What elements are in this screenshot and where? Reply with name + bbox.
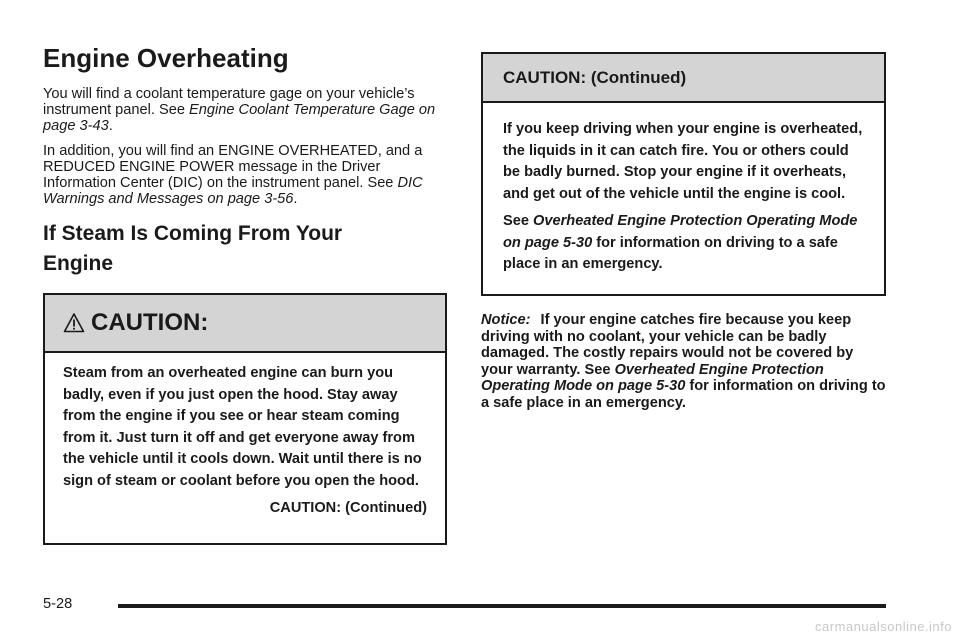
caution-title: CAUTION: xyxy=(91,309,209,336)
watermark: carmanualsonline.info xyxy=(815,619,952,634)
dic-end: . xyxy=(293,191,298,207)
caution-continued-label: CAUTION: (Continued) xyxy=(269,500,427,516)
caution-see-paragraph xyxy=(503,211,864,276)
caution-text: Steam from an overheated engine can burn you badly, even if you just open the hood. Stay away from the engine if you see or hear steam coming from it. Just turn it off and get everyone away from the vehicle until it cools down. Wait until there is no sign of steam or coolant before you open the hood. xyxy=(63,365,422,489)
left-column xyxy=(43,42,447,545)
footer-rule xyxy=(118,604,886,608)
right-column xyxy=(481,52,886,411)
caution-see-pre: See xyxy=(503,213,529,229)
notice-reference-link[interactable]: Overheated Engine Protection Operating Mode on page 5-30 xyxy=(481,361,824,394)
intro-end: . xyxy=(108,118,113,134)
intro-text: You will find a coolant temperature gage on your vehicle’s instrument panel. See xyxy=(43,86,415,118)
caution-continued-title: CAUTION: (Continued) xyxy=(503,67,687,87)
notice-text: If your engine catches fire because you keep driving with no coolant, your vehicle can be badly damaged. The costly repairs would not be covered by your warranty. See xyxy=(481,312,854,378)
intro-paragraph xyxy=(43,86,447,134)
section-subtitle: If Steam Is Coming From Your Engine xyxy=(43,222,343,275)
caution-continued-body xyxy=(483,103,884,276)
warning-triangle-icon xyxy=(63,312,85,334)
caution-box-continued xyxy=(481,52,886,296)
caution-see-reference-link[interactable]: Overheated Engine Protection Operating Mode on page 5-30 xyxy=(503,213,858,251)
dic-reference-link[interactable]: DIC Warnings and Messages on page 3-56 xyxy=(43,175,423,207)
dic-paragraph xyxy=(43,143,447,207)
dic-text: In addition, you will find an ENGINE OVERHEATED, and a REDUCED ENGINE POWER message in the Driver Information Center (DIC) on the instrument panel. See xyxy=(43,143,423,191)
notice-paragraph xyxy=(481,312,886,411)
page-title: Engine Overheating xyxy=(43,43,289,73)
page-number: 5-28 xyxy=(43,596,73,612)
caution-continued-header xyxy=(483,54,884,103)
notice-post: for information on driving to a safe place in an emergency. xyxy=(481,378,886,411)
intro-reference-link[interactable]: Engine Coolant Temperature Gage on page 3-43 xyxy=(43,102,436,134)
caution-continued-text: If you keep driving when your engine is overheated, the liquids in it can catch fire. You or others could be badly burned. Stop your engine if it overheats, and get out of the vehicle until the engine is cool. xyxy=(503,121,863,202)
caution-box-steam xyxy=(43,293,447,545)
notice-label: Notice: xyxy=(481,312,531,328)
caution-header xyxy=(45,295,445,353)
caution-body xyxy=(45,353,445,520)
caution-see-post: for information on driving to a safe place in an emergency. xyxy=(503,234,838,272)
